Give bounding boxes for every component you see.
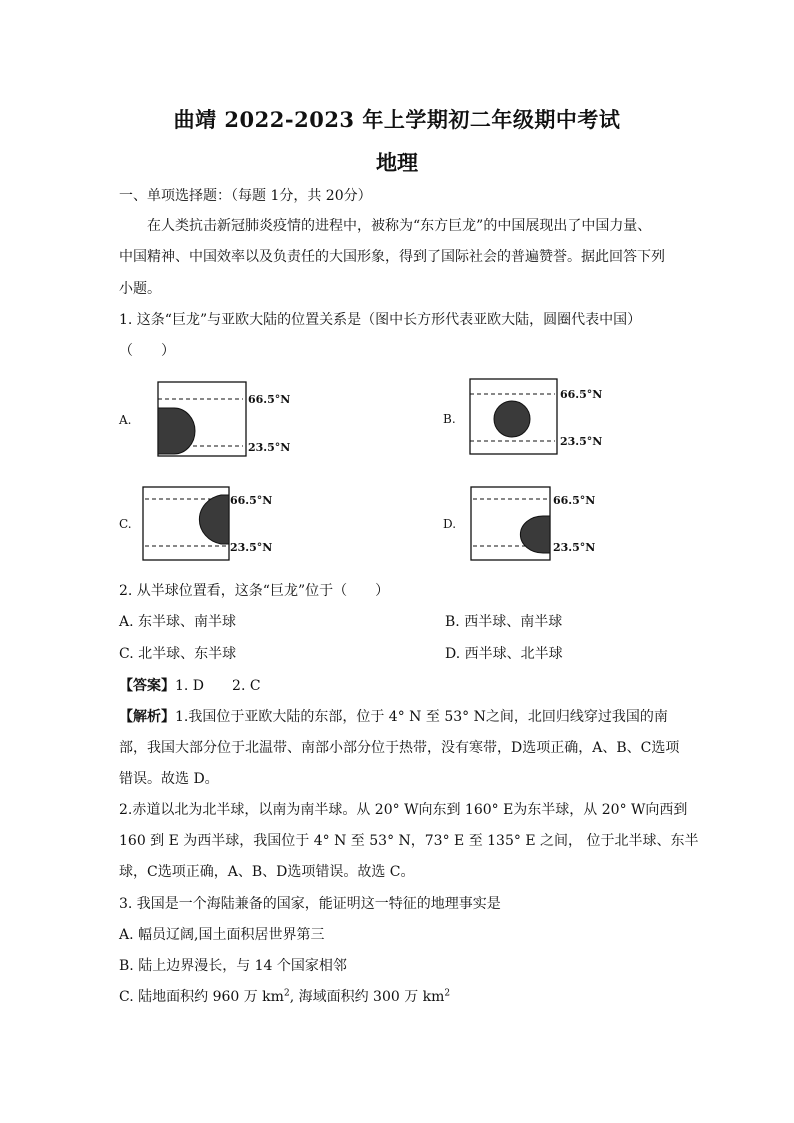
figure-b-lat-low: 23.5°N: [560, 435, 603, 448]
question-1-stem: 1. 这条“巨龙”与亚欧大陆的位置关系是（图中长方形代表亚欧大陆，圆圈代表中国）: [119, 312, 642, 328]
figure-option-d: [443, 486, 643, 566]
analysis-p2-line2: 160 到 E 为西半球，我国位于 4° N 至 53° N，73° E 至 135° E 之间， 位于北半球、东半: [119, 833, 699, 849]
figure-d-lat-low: 23.5°N: [553, 541, 596, 554]
q3-c-sup-1: 2: [283, 988, 290, 999]
china-shape: [199, 495, 229, 544]
answer-text: 1. D 2. C: [175, 678, 261, 694]
page-title: 曲靖 2022-2023 年上学期初二年级期中考试: [173, 107, 621, 132]
figure-a-label: A.: [119, 413, 132, 427]
analysis-p1-line1: 1.我国位于亚欧大陆的东部，位于 4° N 至 53° N之间，北回归线穿过我国的南: [175, 709, 668, 725]
figure-c-label: C.: [119, 517, 132, 531]
q3-c-middle: , 海域面积约 300 万 km: [289, 989, 445, 1005]
figure-d-diagram: [443, 486, 643, 566]
figure-c-diagram: [119, 486, 319, 566]
question-2-option-a: A. 东半球、南半球: [119, 614, 237, 630]
analysis-line-1: [119, 707, 668, 727]
q3-c-sup-2: 2: [444, 988, 451, 999]
section-heading: 一、单项选择题：（每题 1分，共 20分）: [119, 188, 372, 204]
china-shape: [494, 401, 530, 437]
figure-b-label: B.: [443, 412, 456, 426]
question-2-option-c: C. 北半球、东半球: [119, 646, 237, 662]
question-2-stem: 2. 从半球位置看，这条“巨龙”位于（ ）: [119, 583, 390, 599]
analysis-p1-line3: 错误。故选 D。: [119, 771, 219, 787]
subject-title: 地理: [376, 150, 418, 175]
answer-line: [119, 676, 261, 696]
figure-option-c: [119, 486, 319, 566]
figure-b-lat-high: 66.5°N: [560, 388, 603, 401]
question-3-option-c: [119, 987, 450, 1007]
figure-a-lat-low: 23.5°N: [248, 441, 291, 454]
analysis-label: 【解析】: [119, 709, 175, 725]
figure-d-label: D.: [443, 517, 457, 531]
figure-option-a: [119, 380, 319, 460]
analysis-p1-line2: 部，我国大部分位于北温带、南部小部分位于热带，没有寒带，D选项正确，A、B、C选项: [119, 740, 680, 756]
question-3-option-a: A. 幅员辽阔,国土面积居世界第三: [119, 927, 325, 943]
intro-line-3: 小题。: [119, 281, 161, 297]
question-2-option-b: B. 西半球、南半球: [445, 614, 563, 630]
intro-line-1: 在人类抗击新冠肺炎疫情的进程中，被称为“东方巨龙”的中国展现出了中国力量、: [147, 218, 652, 234]
figure-c-lat-low: 23.5°N: [230, 541, 273, 554]
question-3-option-b: B. 陆上边界漫长，与 14 个国家相邻: [119, 958, 347, 974]
question-1-blank: （ ）: [119, 343, 175, 359]
figure-b-diagram: [443, 378, 643, 458]
answer-label: 【答案】: [119, 678, 175, 694]
q3-c-prefix: C. 陆地面积约 960 万 km: [119, 989, 284, 1005]
figure-a-lat-high: 66.5°N: [248, 393, 291, 406]
figure-d-lat-high: 66.5°N: [553, 494, 596, 507]
analysis-p2-line1: 2.赤道以北为北半球，以南为南半球。从 20° W向东到 160° E为东半球，从 20° W向西到: [119, 802, 688, 818]
figure-c-lat-high: 66.5°N: [230, 494, 273, 507]
analysis-p2-line3: 球，C选项正确，A、B、D选项错误。故选 C。: [119, 864, 415, 880]
china-shape: [520, 516, 550, 553]
question-2-option-d: D. 西半球、北半球: [445, 646, 563, 662]
intro-line-2: 中国精神、中国效率以及负责任的大国形象，得到了国际社会的普遍赞誉。据此回答下列: [119, 249, 665, 265]
figure-option-b: [443, 378, 643, 458]
question-3-stem: 3. 我国是一个海陆兼备的国家，能证明这一特征的地理事实是: [119, 896, 501, 912]
china-shape: [158, 408, 195, 454]
